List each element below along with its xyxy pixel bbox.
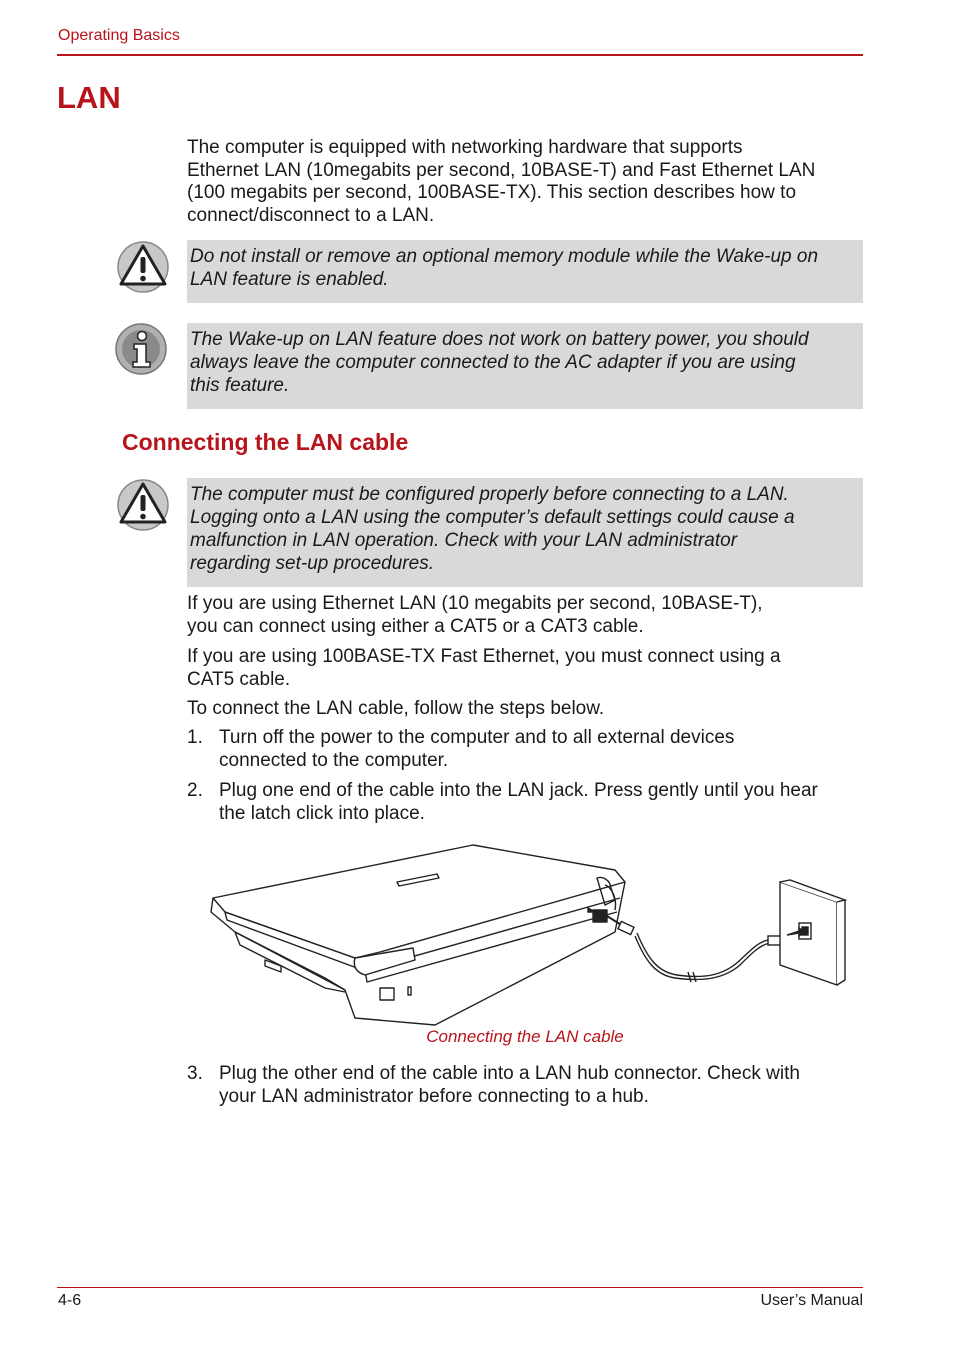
- header-rule: [57, 54, 863, 56]
- info-note: [187, 323, 863, 409]
- step-line: Turn off the power to the computer and to all external devices: [219, 727, 735, 748]
- caution-note: [187, 478, 863, 587]
- lan-connection-illustration: [205, 840, 850, 1030]
- section-heading: Connecting the LAN cable: [122, 429, 409, 455]
- intro-line: The computer is equipped with networking hardware that supports: [187, 137, 743, 158]
- footer-rule: [57, 1287, 863, 1288]
- running-header: Operating Basics: [58, 27, 180, 44]
- page-title: LAN: [57, 80, 121, 115]
- paragraph-line: If you are using Ethernet LAN (10 megabits per second, 10BASE-T),: [187, 593, 763, 614]
- step-line: the latch click into place.: [219, 802, 425, 824]
- paragraph-line: If you are using 100BASE-TX Fast Ethernet, you must connect using a: [187, 646, 781, 667]
- step-text: [219, 727, 863, 772]
- page-number: 4-6: [58, 1292, 82, 1309]
- paragraph-line: CAT5 cable.: [187, 668, 291, 690]
- paragraph: To connect the LAN cable, follow the steps below.: [187, 698, 605, 719]
- info-line: this feature.: [190, 375, 290, 396]
- step-number: 3.: [187, 1063, 203, 1084]
- step-number: 2.: [187, 780, 203, 801]
- caution-line: Do not install or remove an optional memory module while the Wake-up on: [190, 246, 819, 267]
- step-line: connected to the computer.: [219, 749, 449, 771]
- paragraph: [187, 593, 863, 638]
- info-icon: [114, 322, 168, 376]
- step-line: your LAN administrator before connecting to a hub.: [219, 1085, 649, 1107]
- caution-line: Logging onto a LAN using the computer’s default settings could cause a: [190, 507, 795, 528]
- intro-line: connect/disconnect to a LAN.: [187, 204, 435, 226]
- paragraph: [187, 646, 863, 691]
- step-text: [219, 1063, 863, 1108]
- laptop-drawing: [211, 845, 625, 1025]
- step-line: Plug one end of the cable into the LAN jack. Press gently until you hear: [219, 780, 818, 801]
- manual-title: User’s Manual: [760, 1292, 863, 1309]
- caution-note: [187, 240, 863, 303]
- caution-line: regarding set-up procedures.: [190, 553, 434, 574]
- caution-line: malfunction in LAN operation. Check with your LAN administrator: [190, 530, 738, 551]
- figure-caption: Connecting the LAN cable: [426, 1027, 624, 1046]
- caution-line: LAN feature is enabled.: [190, 269, 389, 290]
- caution-icon: [116, 240, 170, 294]
- intro-paragraph: [187, 137, 863, 227]
- info-line: always leave the computer connected to the AC adapter if you are using: [190, 352, 796, 373]
- caution-line: The computer must be configured properly before connecting to a LAN.: [190, 484, 789, 505]
- step-text: [219, 780, 863, 825]
- intro-line: Ethernet LAN (10megabits per second, 10BASE-T) and Fast Ethernet LAN: [187, 159, 816, 181]
- caution-icon: [116, 478, 170, 532]
- lan-cable-drawing: [607, 916, 784, 982]
- info-line: The Wake-up on LAN feature does not work on battery power, you should: [190, 329, 809, 350]
- step-number: 1.: [187, 727, 203, 748]
- paragraph-line: you can connect using either a CAT5 or a CAT3 cable.: [187, 615, 644, 637]
- step-line: Plug the other end of the cable into a LAN hub connector. Check with: [219, 1063, 800, 1084]
- intro-line: (100 megabits per second, 100BASE-TX). This section describes how to: [187, 182, 797, 203]
